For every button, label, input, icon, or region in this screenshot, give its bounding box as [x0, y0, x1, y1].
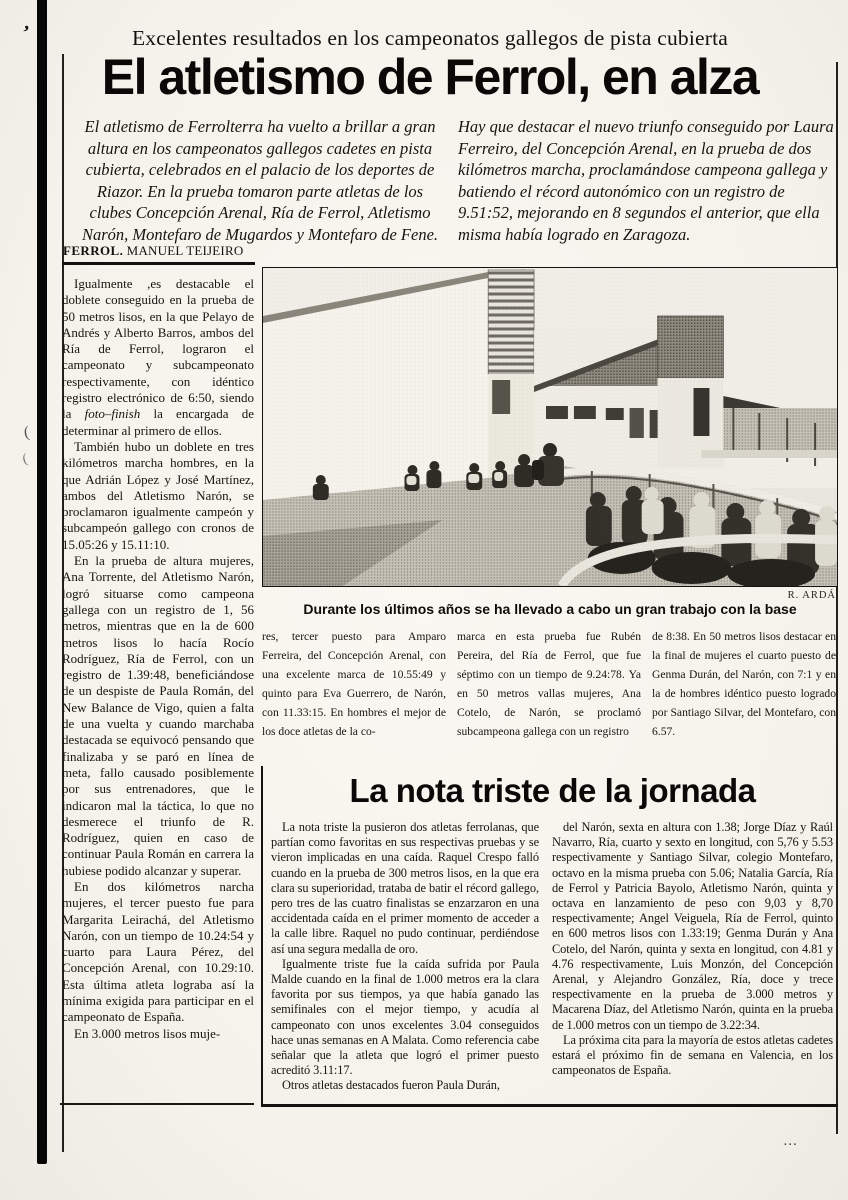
paragraph: En la prueba de altura mujeres, Ana Torrente, del Atletismo Narón, logró situarse como campeona gallega con un registro de 1, 56 metros, mientras que en la de 600 metros lisos lo hacía Rocío Rodríguez, Ría de Ferrol, con un registro de 1.39:48, beneficiándose de un despiste de Paula Román, del New Balance de Vigo, quien a falta de una vuelta y cuando marchaba destacada se equivocó pensando que finalizaba y se paró en línea de meta, fallo causado posiblemente por sus entrenadores, que le indicaron mal la táctica, lo que no desmerece el triunfo de R. Rodríguez, quien en caso de continuar Paula Román en carrera la hubiese podido alcanzar y superar.: [62, 553, 254, 878]
photo-caption: Durante los últimos años se ha llevado a cabo un gran trabajo con la base: [303, 601, 797, 617]
photo-frame: [262, 267, 838, 587]
body-column-4: de 8:38. En 50 metros lisos destacar en la final de mujeres el cuarto puesto de Genma Durán, del Narón, con 7:1 y en la de hombres idéntico puesto logrado por Santiago Silvar, del Montefaro, con 6.57.: [652, 630, 836, 738]
article2-column-left: [271, 820, 539, 1094]
paragraph: En dos kilómetros narcha mujeres, el tercer puesto fue para Margarita Leirachá, del Atletismo Narón, con un tiempo de 10.24:54 y cuarto para Laura Pérez, del Concepción Arenal, con 10.29:10. Esta última atleta lograba así la mínima exigida para participar en el campeonato de España.: [62, 878, 254, 1025]
kicker-text: Excelentes resultados en los campeonatos gallegos de pista cubierta: [131, 26, 729, 50]
article2-headline: La nota triste de la jornada: [349, 772, 756, 809]
paragraph-text: la encargada de determinar al primero de ellos.: [62, 406, 254, 438]
mid-columns: [262, 627, 836, 741]
scan-speck: (: [22, 423, 31, 442]
photo-illustration: [263, 268, 837, 586]
byline-place: FERROL.: [63, 243, 124, 258]
paragraph: del Narón, sexta en altura con 1.38; Jorge Díaz y Raúl Navarro, Ría, cuarto y sexto en longitud, con 5,76 y 5.53 respectivamente y Santiago Silvar, colegio Montefaro, octavo en la misma prueba con 5.06; Natalia García, Ría de Ferrol y Patricia Bayolo, Atletismo Narón, quinta y octava en lanzamiento de peso con 9,03 y 8,70 respectivamente; Angel Veiguela, Ría de Ferrol, quinto en 600 metros lisos con 1.33:19; Genma Durán y Ana Cotelo, del Narón, quinta y sexta en longitud, con 4.81 y 4.76 respectivamente, Luis Monzón, del Concepción Arenal, y Alejandro González, Ría, doce y trece respectivamente en la prueba de 3.000 metros y Macarena Díaz, del Atletismo Narón, quinta en la prueba de 1.000 metros con un tiempo de 3.22:34.: [552, 820, 833, 1032]
body-column-3: marca en esta prueba fue Rubén Pereira, del Ría de Ferrol, que fue séptimo con un tiempo de 9.24:78. Ya en 50 metros vallas mujeres, Ana Cotelo, de Narón, se proclamó subcampeona gallega con un registro: [457, 630, 641, 738]
article2-box: [261, 766, 838, 1107]
photo-credit: R. ARDÁ: [787, 590, 836, 601]
body-column-2: res, tercer puesto para Amparo Ferreira, del Concepción Arenal, con una excelente marca de 10.55:49 y quinto para Eva Guerrero, de Narón, con 11.33:15. En hombres el mejor de los doce atletas de la co-: [262, 630, 446, 738]
byline-author: MANUEL TEIJEIRO: [123, 243, 244, 258]
paragraph: También hubo un doblete en tres kilómetros marcha hombres, en la que Adrián López y José Martínez, ambos del Atletismo Narón, se proclamaron igualmente campeón y subcampeón gallego con cronos de 15.05:26 y 15.11:10.: [62, 438, 254, 552]
paragraph: La nota triste la pusieron dos atletas ferrolanas, que partían como favoritas en sus respectivas pruebas y se vieron implicadas en una caída. Raquel Crespo falló cuando en la prueba de 300 metros lisos, en la que era clara su superioridad, trataba de batir el récord gallego, pero tres de las cuatro finalistas se enzarzaron en una accidentada caída en el primer momento de acceder a la calle libre. Raquel no pudo continuar, perdiéndose así una segura medalla de oro.: [271, 820, 539, 956]
scan-binding-bar: [37, 0, 47, 1164]
column1-bottom-rule: [60, 1103, 254, 1105]
paragraph: En 3.000 metros lisos muje-: [74, 1025, 221, 1041]
main-headline: El atletismo de Ferrol, en alza: [101, 49, 759, 105]
paragraph: La próxima cita para la mayoría de estos atletas cadetes estará el próximo fin de semana en Valencia, en los campeonatos de España.: [552, 1032, 833, 1078]
scan-speck: ’: [19, 21, 31, 45]
italic-term: foto–finish: [84, 406, 141, 422]
paragraph: Igualmente triste fue la caída sufrida por Paula Malde cuando en la final de 1.000 metros era la clara favorita por sus tiempos, ya que había ganado las semifinales con el mejor tiempo, y acudía al campeonato con unos excelentes 3.04 conseguidos hace unas semanas en A Malata. Como referencia cabe señalar que la atleta que logró el primer puesto acreditó 3.11:17.: [271, 956, 539, 1078]
paragraph: Otros atletas destacados fueron Paula Durán,: [282, 1078, 500, 1093]
article2-columns: [271, 820, 834, 1094]
lede-left: El atletismo de Ferrolterra ha vuelto a brillar a gran altura en los campeonatos gallegos cadetes en pista cubierta, celebrados en el palacio de los deportes de Riazor. En la prueba tomaron parte atletas de los clubes Concepción Arenal, Ría de Ferrol, Atletismo Narón, Montefaro de Mugardos y Montefaro de Fene.: [81, 117, 439, 244]
article2-column-right: [552, 820, 833, 1094]
lede-block: [76, 116, 834, 245]
byline-rule: [62, 262, 255, 265]
paragraph-text: Igualmente ,es destacable el doblete conseguido en la prueba de 50 metros lisos, en la que Pelayo de Andrés y Alberto Barros, ambos del Ría de Ferrol, lograron el campeonato y subcampeonato respectivamente, con idéntico registro electrónico de 6:50, siendo la: [62, 276, 254, 422]
lede-right: Hay que destacar el nuevo triunfo conseguido por Laura Ferreiro, del Concepción Arenal, en la prueba de dos kilómetros marcha, proclamándose campeona gallega y batiendo el récord autonómico con un registro de 9.51:52, mejorando en 8 segundos el anterior, que ella misma había logrado en Zaragoza.: [458, 117, 834, 244]
paragraph: [62, 276, 254, 439]
byline: [63, 243, 263, 259]
scan-speck: ...: [784, 1136, 799, 1148]
body-column-1: [62, 276, 254, 1042]
scan-speck: (: [21, 451, 30, 468]
